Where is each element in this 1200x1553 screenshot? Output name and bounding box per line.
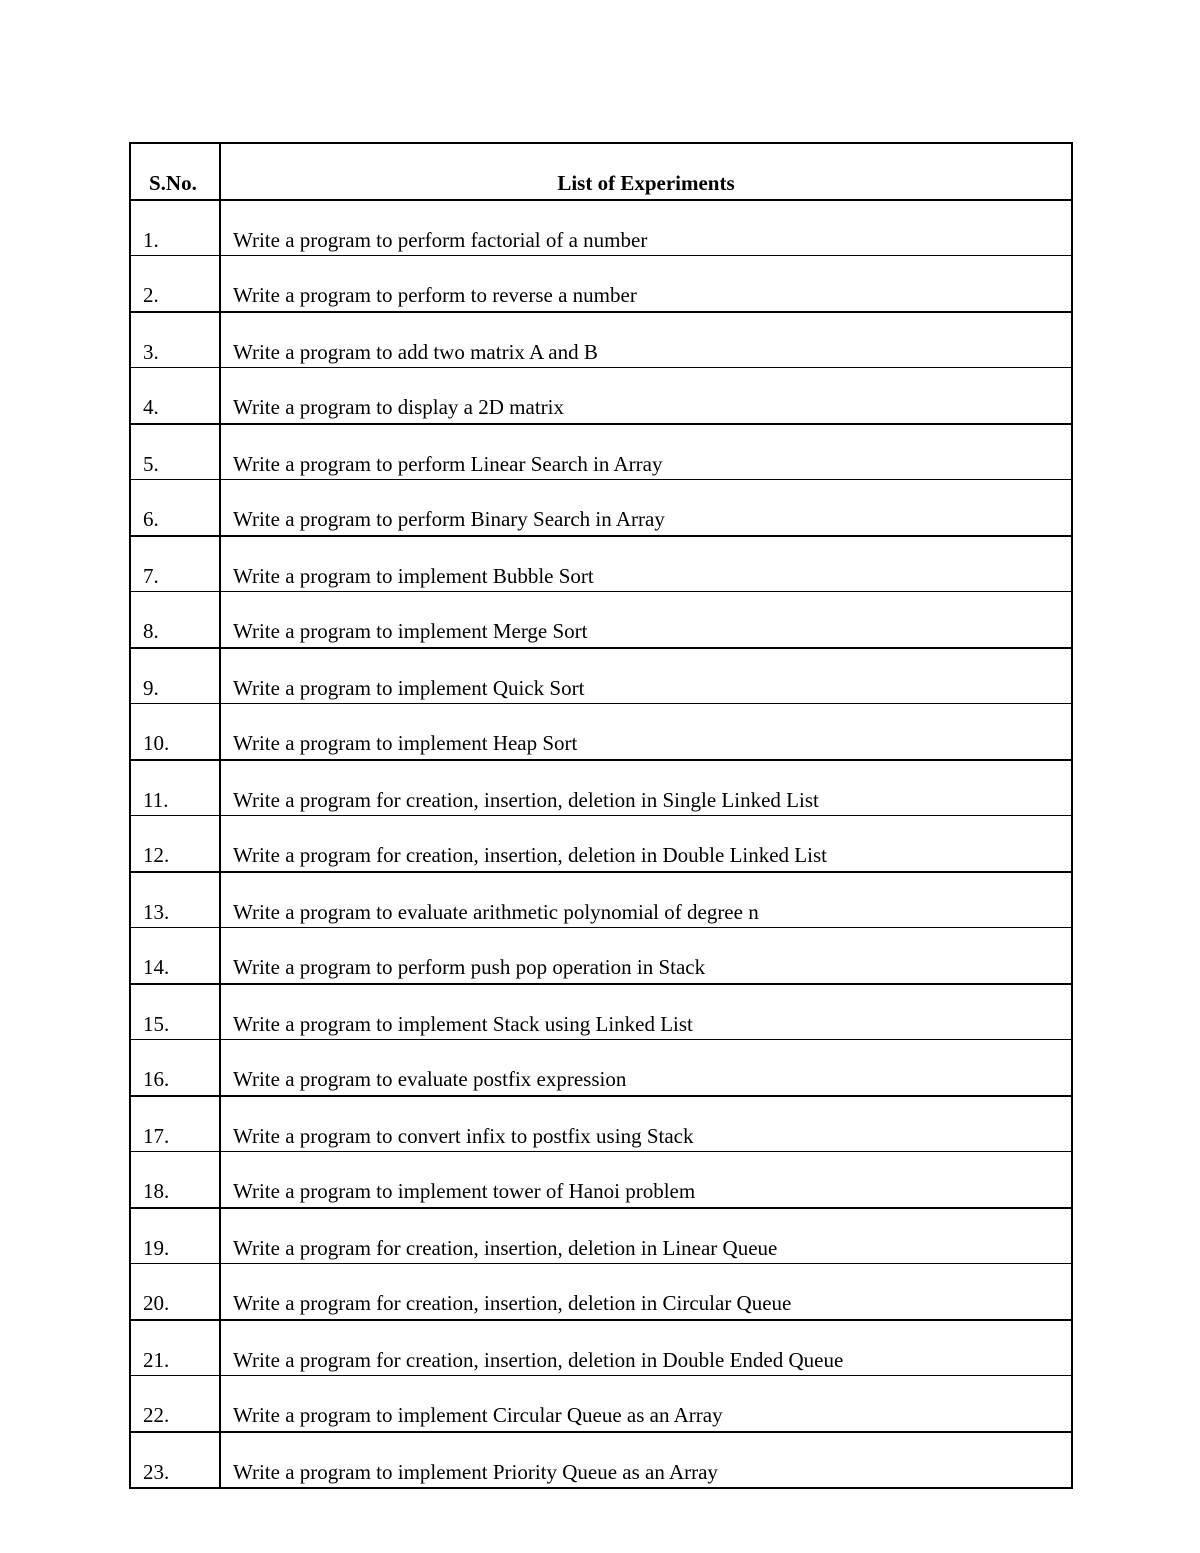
table-row xyxy=(130,1376,1072,1432)
table-row xyxy=(130,704,1072,760)
row-serial-number: 21. xyxy=(130,1320,220,1376)
row-serial-number: 2. xyxy=(130,256,220,312)
table-row xyxy=(130,648,1072,704)
row-serial-number: 7. xyxy=(130,536,220,592)
row-serial-number: 20. xyxy=(130,1264,220,1320)
row-serial-number: 1. xyxy=(130,200,220,256)
row-experiment-title: Write a program to implement Bubble Sort xyxy=(220,536,1072,592)
row-serial-number: 8. xyxy=(130,592,220,648)
table-row xyxy=(130,1320,1072,1376)
table-body xyxy=(130,200,1072,1489)
row-serial-number: 23. xyxy=(130,1432,220,1489)
row-serial-number: 15. xyxy=(130,984,220,1040)
table-row xyxy=(130,1152,1072,1208)
row-experiment-title: Write a program to evaluate postfix expression xyxy=(220,1040,1072,1096)
table-row xyxy=(130,200,1072,256)
row-experiment-title: Write a program to add two matrix A and B xyxy=(220,312,1072,368)
experiments-table xyxy=(129,142,1073,1489)
row-serial-number: 14. xyxy=(130,928,220,984)
table-row xyxy=(130,1040,1072,1096)
row-serial-number: 17. xyxy=(130,1096,220,1152)
table-header xyxy=(130,143,1072,200)
table-row xyxy=(130,872,1072,928)
table-row xyxy=(130,984,1072,1040)
row-serial-number: 18. xyxy=(130,1152,220,1208)
table-row xyxy=(130,928,1072,984)
table-row xyxy=(130,368,1072,424)
row-experiment-title: Write a program to implement Stack using Linked List xyxy=(220,984,1072,1040)
row-experiment-title: Write a program to perform Binary Search in Array xyxy=(220,480,1072,536)
row-experiment-title: Write a program to implement Merge Sort xyxy=(220,592,1072,648)
table-row xyxy=(130,1096,1072,1152)
table-row xyxy=(130,480,1072,536)
row-experiment-title: Write a program to implement Heap Sort xyxy=(220,704,1072,760)
table-row xyxy=(130,256,1072,312)
row-serial-number: 22. xyxy=(130,1376,220,1432)
row-serial-number: 13. xyxy=(130,872,220,928)
table-row xyxy=(130,1264,1072,1320)
row-serial-number: 4. xyxy=(130,368,220,424)
row-experiment-title: Write a program to convert infix to postfix using Stack xyxy=(220,1096,1072,1152)
row-experiment-title: Write a program for creation, insertion, deletion in Double Ended Queue xyxy=(220,1320,1072,1376)
row-serial-number: 10. xyxy=(130,704,220,760)
row-experiment-title: Write a program for creation, insertion, deletion in Linear Queue xyxy=(220,1208,1072,1264)
row-serial-number: 9. xyxy=(130,648,220,704)
table-row xyxy=(130,592,1072,648)
row-serial-number: 11. xyxy=(130,760,220,816)
row-experiment-title: Write a program to implement Quick Sort xyxy=(220,648,1072,704)
row-experiment-title: Write a program to display a 2D matrix xyxy=(220,368,1072,424)
row-experiment-title: Write a program to implement Priority Queue as an Array xyxy=(220,1432,1072,1489)
table-row xyxy=(130,1208,1072,1264)
table-row xyxy=(130,1432,1072,1489)
row-experiment-title: Write a program to implement Circular Queue as an Array xyxy=(220,1376,1072,1432)
header-row xyxy=(130,143,1072,200)
row-experiment-title: Write a program for creation, insertion, deletion in Single Linked List xyxy=(220,760,1072,816)
table-row xyxy=(130,312,1072,368)
column-header-experiments: List of Experiments xyxy=(220,143,1072,200)
column-header-sno: S.No. xyxy=(130,143,220,200)
row-experiment-title: Write a program to perform Linear Search in Array xyxy=(220,424,1072,480)
table-row xyxy=(130,424,1072,480)
row-serial-number: 19. xyxy=(130,1208,220,1264)
row-experiment-title: Write a program to perform factorial of a number xyxy=(220,200,1072,256)
row-experiment-title: Write a program to perform to reverse a number xyxy=(220,256,1072,312)
row-serial-number: 16. xyxy=(130,1040,220,1096)
row-serial-number: 5. xyxy=(130,424,220,480)
table-row xyxy=(130,536,1072,592)
table-row xyxy=(130,816,1072,872)
table-row xyxy=(130,760,1072,816)
row-experiment-title: Write a program for creation, insertion, deletion in Circular Queue xyxy=(220,1264,1072,1320)
row-experiment-title: Write a program for creation, insertion, deletion in Double Linked List xyxy=(220,816,1072,872)
row-experiment-title: Write a program to implement tower of Hanoi problem xyxy=(220,1152,1072,1208)
row-serial-number: 3. xyxy=(130,312,220,368)
row-experiment-title: Write a program to perform push pop operation in Stack xyxy=(220,928,1072,984)
row-experiment-title: Write a program to evaluate arithmetic polynomial of degree n xyxy=(220,872,1072,928)
row-serial-number: 12. xyxy=(130,816,220,872)
row-serial-number: 6. xyxy=(130,480,220,536)
